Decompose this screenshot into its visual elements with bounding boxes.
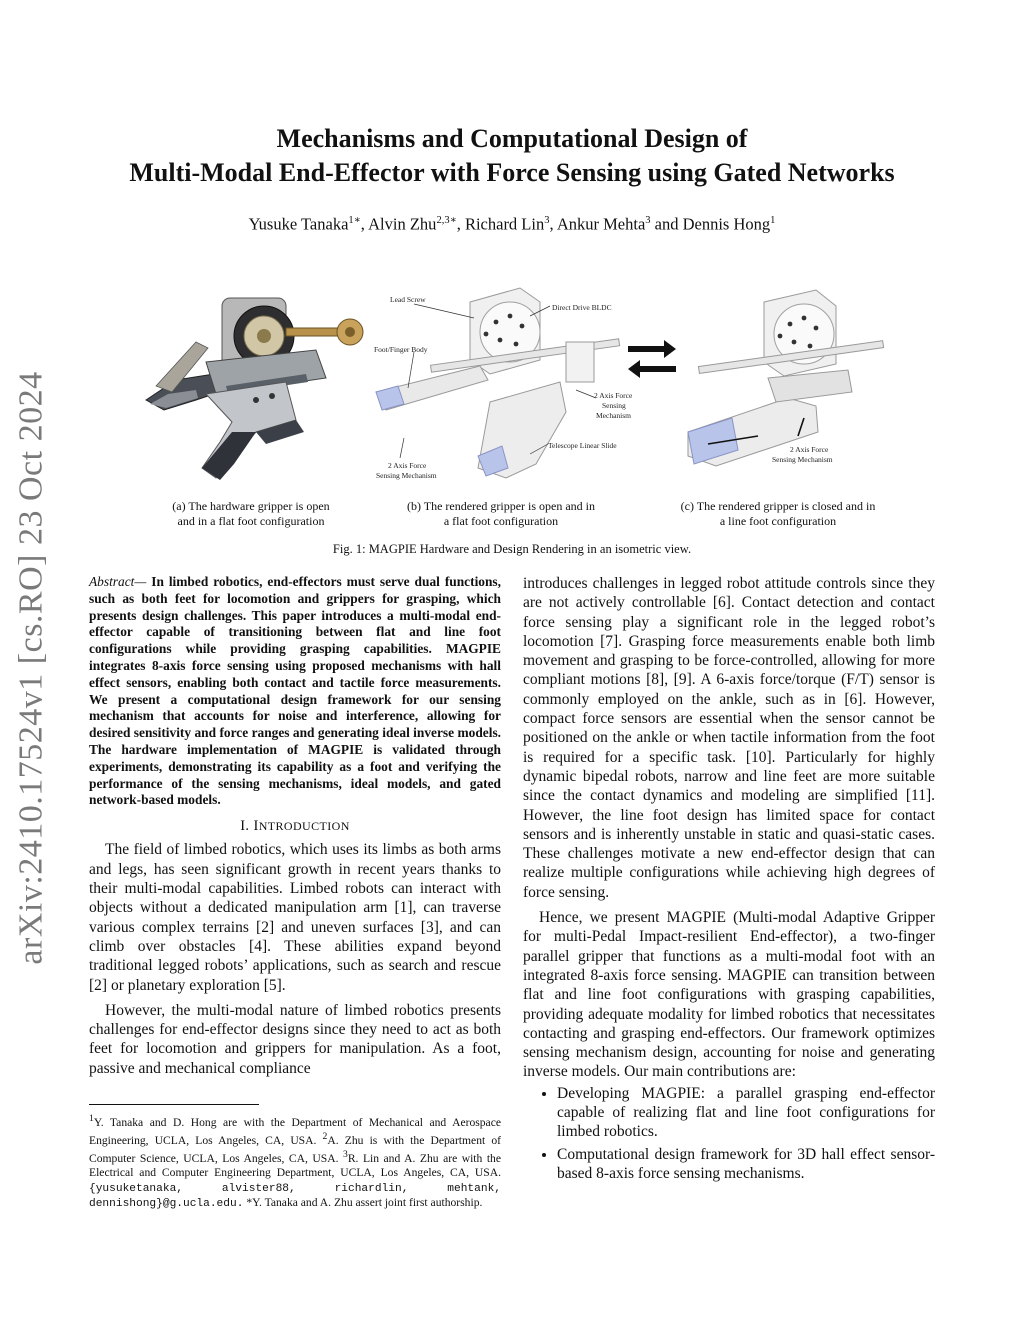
label-force-sensing-2: Sensing [602, 401, 626, 410]
author-list [60, 214, 964, 235]
subcaption-b-line1: (b) The rendered gripper is open and in [406, 499, 596, 513]
left-column [89, 574, 501, 1078]
abstract-label: Abstract— [89, 574, 147, 589]
author-affiliation: 1∗ [348, 215, 361, 226]
author-name: Yusuke Tanaka [248, 214, 349, 234]
rendered-gripper-closed-image [668, 282, 888, 488]
label-force-b-1: 2 Axis Force [388, 461, 427, 470]
section-title-rest: NTRODUCTION [258, 819, 350, 834]
subcaption-a-line1: (a) The hardware gripper is open [172, 499, 330, 513]
arxiv-identifier [6, 355, 58, 980]
label-force-c-2: Sensing Mechanism [772, 455, 833, 464]
hardware-gripper-image [136, 282, 366, 488]
author-name: Ankur Mehta [556, 214, 646, 234]
author-affiliation: 3 [645, 215, 651, 226]
footnote-emails: {yusuketanaka, alvister88, richardlin, mehtank, dennishong}@g.ucla.edu. [89, 1182, 501, 1211]
figure-caption: Fig. 1: MAGPIE Hardware and Design Rendering in an isometric view. [332, 542, 692, 556]
figure-panel-c [668, 282, 888, 488]
footnote-affil-2: A. Zhu is with the Department of Computer Science, UCLA, Los Angeles, CA, USA. [89, 1134, 501, 1166]
footnote-affil-1: Y. Tanaka and D. Hong are with the Department of Mechanical and Aerospace Engineering, UCLA, Los Angeles, CA, USA. [89, 1115, 501, 1148]
section-heading-introduction [89, 817, 501, 836]
paper-title [60, 122, 964, 190]
paragraph: introduces challenges in legged robot attitude controls since they are not actively controllable [6]. Contact detection and contact force sensing play a significant role in the legged robot’s locomotion [7]. Grasping force measurements enable both limb movement and grasping to be force-controlled, allowing for more compliant motions [8], [9]. A 6-axis force/torque (F/T) sensor is commonly employed on the ankle, such as in [6]. However, compact force sensors are essential when the sensor cannot be positioned on the ankle or when tactile information from the foot is required for a specific task. [10]. Particularly for highly dynamic bipedal robots, narrow and line feet are more suitable since the contact dynamics and modeling are simplified [11]. However, the line foot design has limited space for contact sensors and is inherently unstable in static and quasi-static cases. These challenges motivate a new end-effector design that can realize multiple configurations while achieving high degrees of force sensing. [523, 575, 935, 901]
list-item: • Developing MAGPIE: a parallel grasping end-effector capable of realizing flat and line foot configurations for limbed robotics. [557, 1084, 935, 1142]
footnote-rule [89, 1104, 259, 1105]
title-line-1: Mechanisms and Computational Design of [276, 124, 748, 153]
figure-1 [136, 282, 888, 530]
author-name: Alvin Zhu [368, 214, 437, 234]
author-name: Dennis Hong [682, 214, 771, 234]
rendered-gripper-open-image [370, 282, 632, 488]
author-name: Richard Lin [464, 214, 545, 234]
subcaption-c-line1: (c) The rendered gripper is closed and in [680, 499, 876, 513]
paragraph: Hence, we present MAGPIE (Multi-modal Adaptive Gripper for multi-Pedal Impact-resilient End-effector), a two-finger parallel gripper that functions as a multi-modal foot with an integrated 8-axis force sensing. MAGPIE can transition between flat and line foot configurations with grasping capabilities, providing adequate modality for limbed robotics that necessitates contacting and grasping end-effectors. Our framework optimizes sensing mechanism design, accounting for noise and generating inverse models. Our main contributions are: [523, 909, 935, 1081]
list-item: • Computational design framework for 3D hall effect sensor-based 8-axis force sensing mechanisms. [557, 1145, 935, 1184]
author-separator: , [360, 214, 369, 234]
subcaption-b-line2: a flat foot configuration [443, 514, 559, 528]
subcaption-c [662, 499, 894, 529]
author-separator: , [456, 214, 465, 234]
abstract [89, 574, 501, 809]
subcaption-b [370, 499, 632, 529]
section-title-initial: I [253, 818, 259, 835]
label-lead-screw: Lead Screw [390, 295, 426, 304]
right-column [523, 574, 935, 1186]
arxiv-identifier-text: arXiv:2410.17524v1 [cs.RO] 23 Oct 2024 [13, 370, 50, 965]
paragraph: However, the multi-modal nature of limbed robotics presents challenges for end-effector designs since they need to act as both feet for locomotion and grippers for manipulation. As a foot, passive and mechanical compliance [89, 1001, 501, 1077]
subcaption-a-line2: and in a flat foot configuration [177, 514, 325, 528]
author-and: and [650, 214, 683, 234]
title-line-2: Multi-Modal End-Effector with Force Sensing using Gated Networks [129, 158, 895, 187]
author-separator: , [549, 214, 557, 234]
label-force-b-2: Sensing Mechanism [376, 471, 437, 480]
section-numeral: I. [240, 818, 254, 835]
subcaption-c-line2: a line foot configuration [719, 514, 837, 528]
abstract-text: In limbed robotics, end-effectors must serve dual functions, such as both feet for locomotion and grippers for grasping, which presents design challenges. This paper introduces a multi-modal end-effector capable of transitioning between flat and line foot configurations while providing grasping capabilities. MAGPIE integrates 8-axis force sensing using proposed mechanisms with hall effect sensors, enabling both contact and tactile force measurements. We present a computational design framework for our sensing mechanism that accounts for noise and interference, allowing for desired sensitivity and force ranges and generating ideal inverse models. The hardware implementation of MAGPIE is validated through experiments, demonstrating its capability as a foot and verifying the performance of the sensing mechanisms, ideal models, and gated network-based models. [89, 574, 501, 808]
label-direct-drive: Direct Drive BLDC [552, 303, 612, 312]
footnote-affil-3: R. Lin and A. Zhu are with the Electrical and Computer Engineering Department, UCLA, Los Angeles, CA, USA. [89, 1152, 501, 1180]
figure-panel-b [370, 282, 632, 488]
contributions-list [523, 1084, 935, 1183]
label-force-c-1: 2 Axis Force [790, 445, 829, 454]
label-force-sensing-3: Mechanism [596, 411, 631, 420]
paragraph: The field of limbed robotics, which uses its limbs as both arms and legs, has seen significant growth in recent years thanks to their multi-modal capabilities. Limbed robots can interact with objects without a dedicated manipulation arm [1], can traverse various complex terrains [2] and uneven surfaces [3], and can climb over obstacles [4]. These abilities expand beyond traditional legged robots’ applications, such as search and rescue [2] or planetary exploration [5]. [89, 841, 501, 994]
footnote-joint-authorship: *Y. Tanaka and A. Zhu assert joint first authorship. [243, 1196, 483, 1210]
label-foot-finger: Foot/Finger Body [374, 345, 428, 354]
author-affiliation: 3 [544, 215, 550, 226]
affiliation-footnote: $^1$Y. Tanaka and D. Hong are with the Department of Mechanical and Aerospace Engineering, UCLA, Los Angeles, CA, USA. $^2$A. Zhu is with the Department of Computer Science, UCLA, Los Angeles, CA, USA. $^3$R. Lin and A. Zhu are with the Electrical and Computer Engineering Department, UCLA, Los Angeles, CA, USA. {yusuketanaka, alvister88, richardlin, mehtank, dennishong}@g.ucla.edu. *Y. Tanaka and A. Zhu assert joint first authorship. [89, 1112, 501, 1211]
author-affiliation: 2,3∗ [436, 215, 457, 226]
subcaption-a [136, 499, 366, 529]
figure-panel-a [136, 282, 366, 488]
label-force-sensing-1: 2 Axis Force [594, 391, 632, 400]
author-affiliation: 1 [770, 215, 776, 226]
label-telescope-slide: Telescope Linear Slide [548, 441, 617, 450]
